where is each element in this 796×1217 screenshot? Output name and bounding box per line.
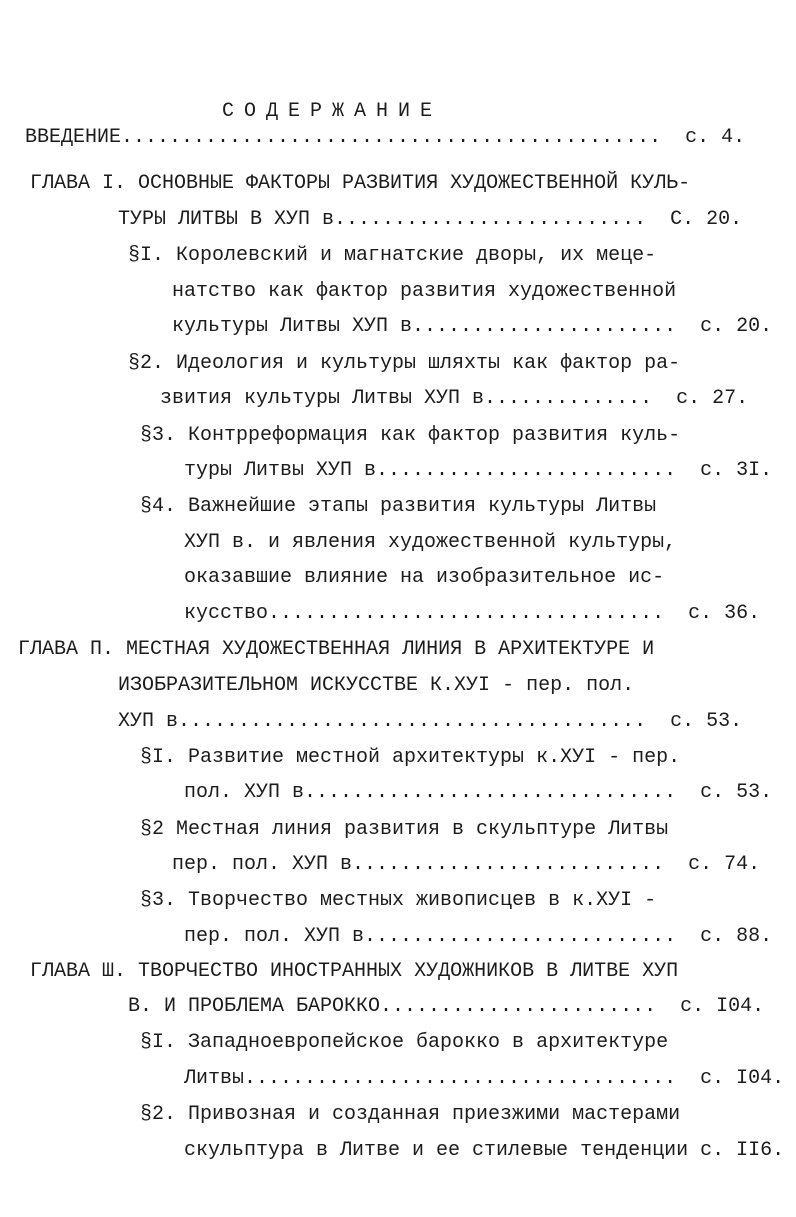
toc-chapter-3-heading: ГЛАВА Ш. ТВОРЧЕСТВО ИНОСТРАННЫХ ХУДОЖНИКОВ В ЛИТВЕ ХУП <box>30 960 679 983</box>
toc-ch2-section-3: §3. Творчество местных живописцев в к.ХУI - <box>140 889 657 912</box>
toc-ch1-section-3-cont: туры Литвы ХУП в......................... с. 3I. <box>184 459 773 482</box>
toc-ch1-section-4: §4. Важнейшие этапы развития культуры Литвы <box>140 495 657 518</box>
page-title: СОДЕРЖАНИЕ <box>222 100 443 123</box>
toc-ch2-section-2: §2 Местная линия развития в скульптуре Литвы <box>140 818 669 841</box>
toc-ch1-section-3: §3. Контрреформация как фактор развития куль- <box>140 424 681 447</box>
toc-ch1-section-4-cont: оказавшие влияние на изобразительное ис- <box>184 566 665 589</box>
toc-chapter-3-heading-cont: В. И ПРОБЛЕМА БАРОККО....................... с. I04. <box>128 995 765 1018</box>
toc-ch1-section-1-cont: культуры Литвы ХУП в...................... с. 20. <box>172 315 773 338</box>
toc-chapter-2-heading-cont: ИЗОБРАЗИТЕЛЬНОМ ИСКУССТВЕ К.ХУI - пер. пол. <box>118 674 635 697</box>
toc-ch1-section-4-cont: кусство................................. с. 36. <box>184 602 761 625</box>
toc-ch2-section-1-cont: пол. ХУП в............................... с. 53. <box>184 781 773 804</box>
toc-ch2-section-2-cont: пер. пол. ХУП в.......................... с. 74. <box>172 853 761 876</box>
toc-ch2-section-1: §I. Развитие местной архитектуры к.ХУI - пер. <box>140 746 681 769</box>
toc-ch3-section-2-cont: скульптура в Литве и ее стилевые тенденции с. II6. <box>184 1139 785 1162</box>
toc-chapter-2-heading-cont: ХУП в....................................... с. 53. <box>118 710 743 733</box>
toc-chapter-2-heading: ГЛАВА П. МЕСТНАЯ ХУДОЖЕСТВЕННАЯ ЛИНИЯ В АРХИТЕКТУРЕ И <box>18 638 655 661</box>
toc-ch3-section-1: §I. Западноевропейское барокко в архитектуре <box>140 1031 669 1054</box>
toc-ch3-section-1-cont: Литвы.................................... с. I04. <box>184 1067 785 1090</box>
toc-ch3-section-2: §2. Привозная и созданная приезжими мастерами <box>140 1103 681 1126</box>
toc-ch1-section-2-cont: звития культуры Литвы ХУП в.............. с. 27. <box>160 387 749 410</box>
toc-ch1-section-1-cont: натство как фактор развития художественной <box>172 280 677 303</box>
toc-chapter-1-heading: ГЛАВА I. ОСНОВНЫЕ ФАКТОРЫ РАЗВИТИЯ ХУДОЖЕСТВЕННОЙ КУЛЬ- <box>30 172 691 195</box>
toc-ch2-section-3-cont: пер. пол. ХУП в.......................... с. 88. <box>184 925 773 948</box>
toc-ch1-section-2: §2. Идеология и культуры шляхты как фактор ра- <box>128 352 681 375</box>
toc-ch1-section-4-cont: ХУП в. и явления художественной культуры, <box>184 531 677 554</box>
toc-ch1-section-1: §I. Королевский и магнатские дворы, их меце- <box>128 244 657 267</box>
toc-entry-introduction: ВВЕДЕНИЕ............................................. с. 4. <box>25 126 746 149</box>
toc-chapter-1-heading-cont: ТУРЫ ЛИТВЫ В ХУП в.......................... С. 20. <box>118 208 743 231</box>
